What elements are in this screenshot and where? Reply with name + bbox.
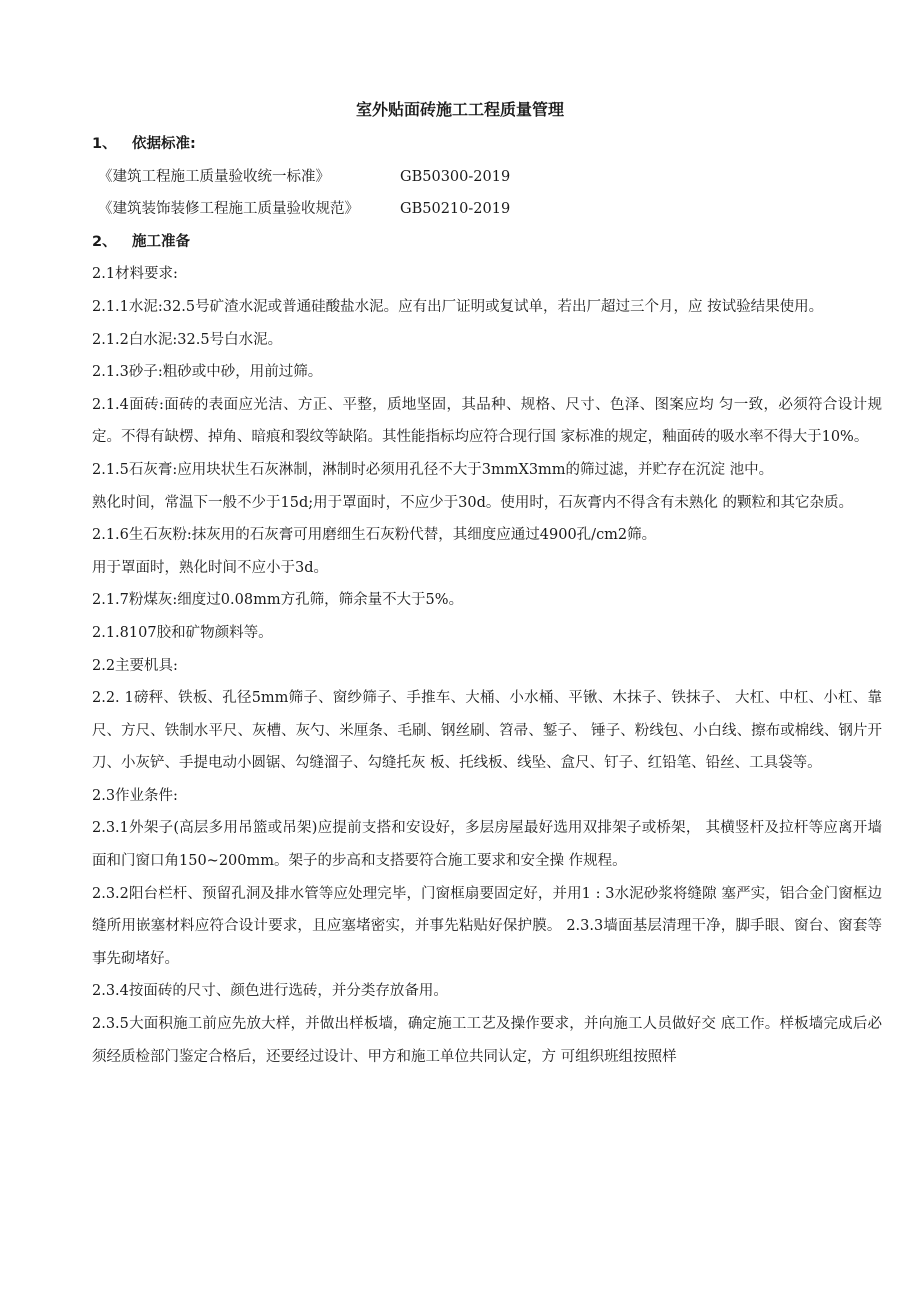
standard-1-name: 《建筑工程施工质量验收统一标准》	[98, 168, 330, 185]
standard-2-code: GB50210-2019	[400, 201, 511, 218]
paragraph-2-1: 2.1材料要求:	[92, 266, 178, 283]
paragraph-2-3-1: 2.3.1外架子(高层多用吊篮或吊架)应提前支搭和安设好，多层房屋最好选用双排架子或桥架， 其横竖杆及拉杆等应离开墙面和门窗口角150~200mm。架子的步高和支搭要符合施工要求和安全操 作规程。	[92, 820, 882, 870]
paragraph-2-3: 2.3作业条件:	[92, 787, 178, 804]
paragraph-2-3-2: 2.3.2阳台栏杆、预留孔洞及排水管等应处理完毕，门窗框扇要固定好，并用1 : 3水泥砂浆将缝隙 塞严实，铝合金门窗框边缝所用嵌塞材料应符合设计要求，且应塞堵密实，并事先粘贴好保护膜。 2.3.3墙面基层清理干净，脚手眼、窗台、窗套等事先砌堵好。	[92, 885, 882, 967]
document-body	[92, 128, 882, 1073]
paragraph-2-1-6: 2.1.6生石灰粉:抹灰用的石灰膏可用磨细生石灰粉代替，其细度应通过4900孔/cm2筛。	[92, 527, 657, 544]
paragraph-2-1-2: 2.1.2白水泥:32.5号白水泥。	[92, 331, 283, 348]
section-1-title: 依据标准:	[132, 136, 196, 152]
section-1-number: 1、	[92, 136, 117, 152]
paragraph-2-3-4: 2.3.4按面砖的尺寸、颜色进行选砖，并分类存放备用。	[92, 983, 448, 1000]
standard-1	[92, 161, 882, 194]
standard-2	[92, 193, 882, 226]
section-2-title: 施工准备	[132, 233, 190, 250]
section-2-heading	[92, 226, 882, 259]
paragraph-2-2-1: 2.2. 1磅秤、铁板、孔径5mm筛子、窗纱筛子、手推车、大桶、小水桶、平锹、木抹子、铁抹子、 大杠、中杠、小杠、靠尺、方尺、铁制水平尺、灰槽、灰勺、米厘条、毛刷、钢丝刷、笤帚、錾子、 锤子、粉线包、小白线、擦布或棉线、钢片开刀、小灰铲、手提电动小圆锯、勾缝溜子、勾缝托灰 板、托线板、线坠、盒尺、钉子、红铅笔、铅丝、工具袋等。	[92, 690, 882, 772]
paragraph-2-1-6-cont: 用于罩面时，熟化时间不应小于3d。	[92, 559, 329, 576]
section-2-number: 2、	[92, 233, 117, 250]
paragraph-2-1-3: 2.1.3砂子:粗砂或中砂，用前过筛。	[92, 364, 323, 381]
paragraph-2-1-5-cont: 熟化时间，常温下一般不少于15d;用于罩面时，不应少于30d。使用时，石灰膏内不得含有未熟化 的颗粒和其它杂质。	[92, 494, 853, 511]
paragraph-2-1-7: 2.1.7粉煤灰:细度过0.08mm方孔筛，筛余量不大于5%。	[92, 592, 464, 609]
document-title: 室外贴面砖施工工程质量管理	[355, 100, 564, 119]
paragraph-2-2: 2.2主要机具:	[92, 657, 178, 674]
paragraph-2-1-4: 2.1.4面砖:面砖的表面应光洁、方正、平整，质地坚固，其品种、规格、尺寸、色泽、图案应均 匀一致，必须符合设计规定。不得有缺楞、掉角、暗痕和裂纹等缺陷。其性能指标均应符合现行国 家标准的规定，釉面砖的吸水率不得大于10%。	[92, 396, 882, 446]
paragraph-2-1-8: 2.1.8107胶和矿物颜料等。	[92, 624, 273, 641]
paragraph-2-1-1: 2.1.1水泥:32.5号矿渣水泥或普通硅酸盐水泥。应有出厂证明或复试单，若出厂超过三个月，应 按试验结果使用。	[92, 298, 824, 315]
standard-2-name: 《建筑装饰装修工程施工质量验收规范》	[98, 201, 359, 218]
section-1-heading	[92, 128, 882, 161]
paragraph-2-3-5: 2.3.5大面积施工前应先放大样，并做出样板墙，确定施工工艺及操作要求，并向施工人员做好交 底工作。样板墙完成后必须经质检部门鉴定合格后，还要经过设计、甲方和施工单位共同认定，方 可组织班组按照样	[92, 1016, 882, 1065]
paragraph-2-1-5: 2.1.5石灰膏:应用块状生石灰淋制，淋制时必须用孔径不大于3mmX3mm的筛过滤，并贮存在沉淀 池中。	[92, 461, 774, 478]
standard-1-code: GB50300-2019	[400, 168, 511, 185]
